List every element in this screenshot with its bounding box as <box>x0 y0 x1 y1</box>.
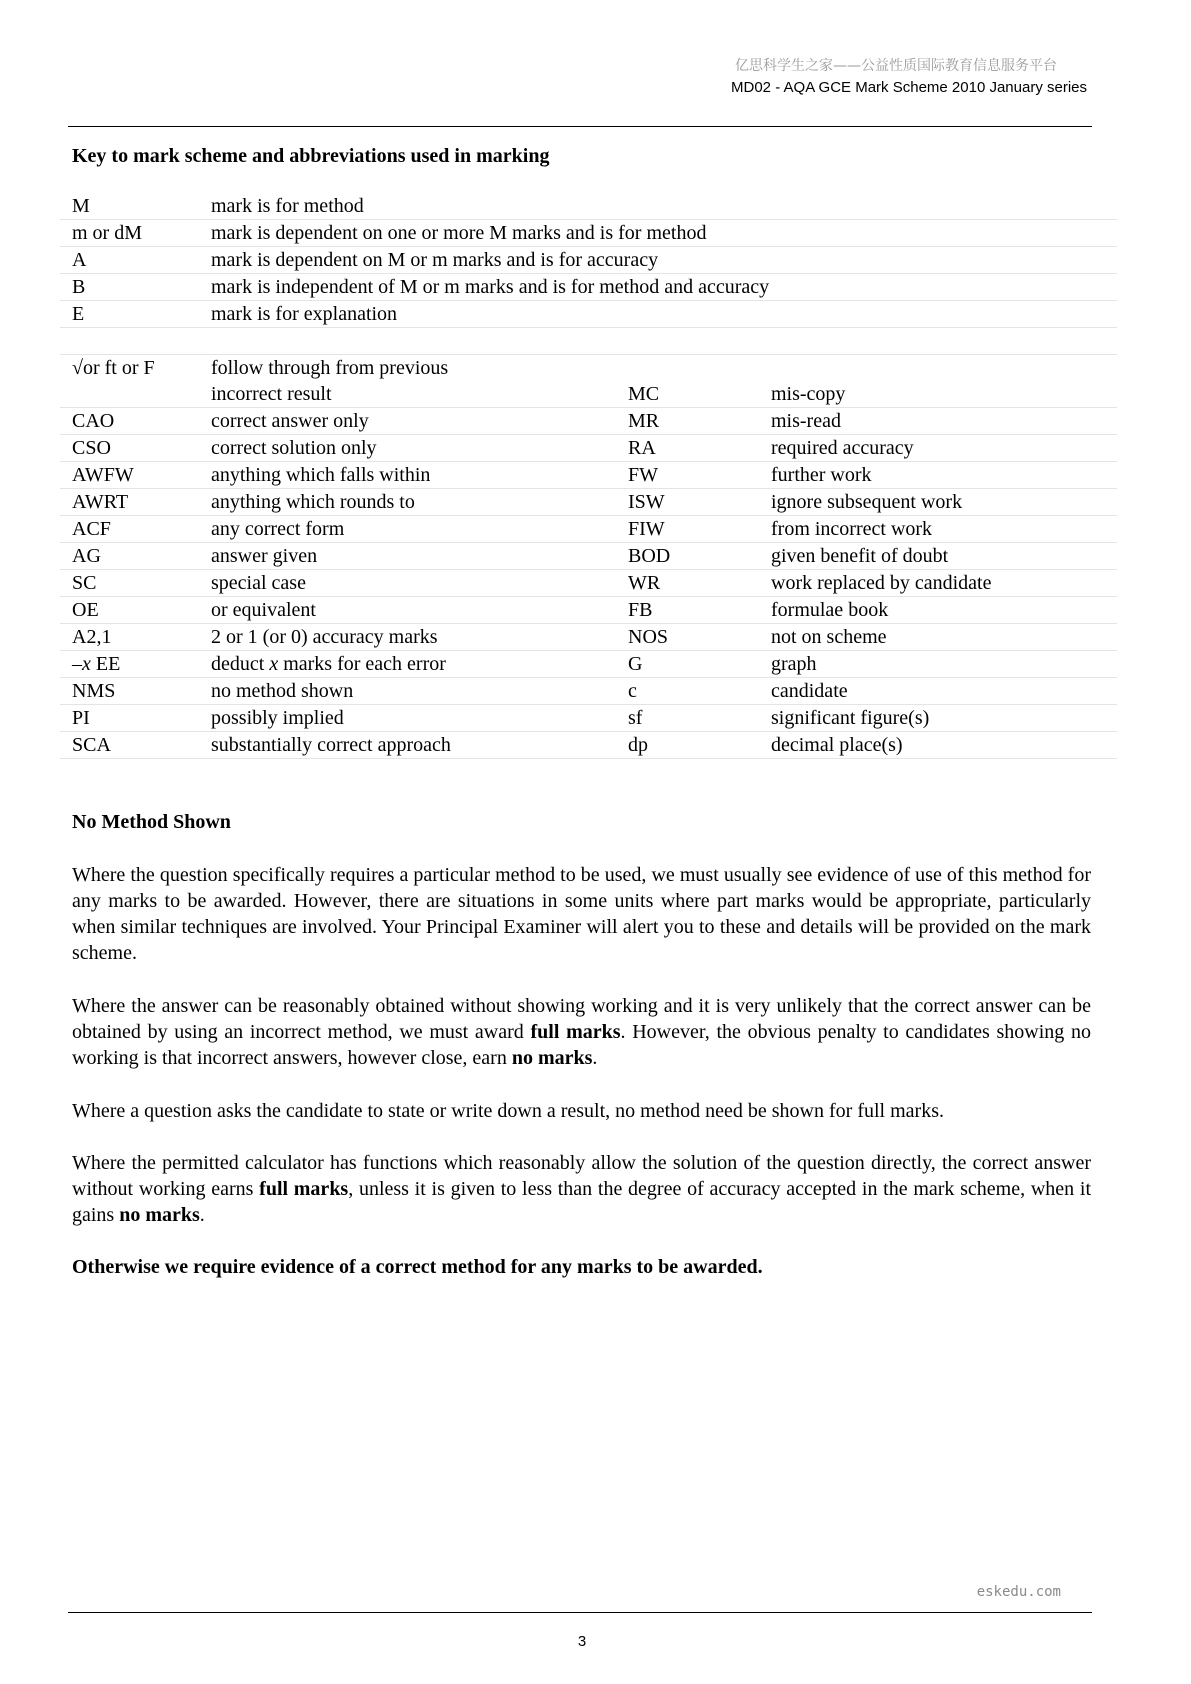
meaning-cell: anything which rounds to <box>199 489 616 516</box>
bold-text: no marks <box>511 1047 593 1069</box>
text-span: marks for each error <box>278 653 446 675</box>
text-span: Where the answer can be reasonably obtained without showing working and it is very unlikely that the correct answer can be obtained by using an incorrect method, we must award <box>72 995 1091 1043</box>
table-row <box>60 435 1117 462</box>
abbr-cell: m or dM <box>60 220 199 247</box>
abbr-cell: PI <box>60 705 199 732</box>
meaning-cell: further work <box>759 462 1117 489</box>
meaning-cell: mark is for explanation <box>199 301 1117 328</box>
abbr-cell: NOS <box>616 624 759 651</box>
paragraph-5: Otherwise we require evidence of a correct method for any marks to be awarded. <box>72 1256 763 1278</box>
text-span: . However, the obvious penalty to candidates showing no working is that incorrect answers, however close, earn <box>72 1021 1092 1069</box>
meaning-cell: or equivalent <box>199 597 616 624</box>
footer-rule <box>68 1612 1092 1613</box>
text-span: Where the permitted calculator has functions which reasonably allow the solution of the question directly, the correct answer without working earns <box>72 1152 1091 1200</box>
meaning-cell: graph <box>759 651 1117 678</box>
abbr-cell: FIW <box>616 516 759 543</box>
table-row <box>60 624 1117 651</box>
text-span: – <box>72 653 82 675</box>
page-number: 3 <box>577 1633 587 1650</box>
text-span: , unless it is given to less than the degree of accuracy accepted in the mark scheme, when it gains <box>72 1178 1091 1226</box>
table-row <box>60 220 1117 247</box>
italic-variable: x <box>82 653 91 675</box>
meaning-cell: candidate <box>759 678 1117 705</box>
table-row <box>60 543 1117 570</box>
abbr-cell: E <box>60 301 199 328</box>
meaning-cell: given benefit of doubt <box>759 543 1117 570</box>
meaning-cell: ignore subsequent work <box>759 489 1117 516</box>
meaning-cell: follow through from previous <box>211 357 449 379</box>
abbr-cell: NMS <box>60 678 199 705</box>
abbr-cell: M <box>60 193 199 220</box>
abbr-cell: dp <box>616 732 759 759</box>
table-row <box>60 355 1117 382</box>
table-row <box>60 597 1117 624</box>
meaning-cell: any correct form <box>199 516 616 543</box>
abbr-cell: MC <box>616 381 759 408</box>
table-row <box>60 516 1117 543</box>
meaning-cell: anything which falls within <box>199 462 616 489</box>
table-row <box>60 570 1117 597</box>
meaning-cell: answer given <box>199 543 616 570</box>
table-row <box>60 705 1117 732</box>
text-span: . <box>199 1204 205 1226</box>
meaning-cell: special case <box>199 570 616 597</box>
abbr-cell: A2,1 <box>60 624 199 651</box>
meaning-cell: correct solution only <box>199 435 616 462</box>
paragraph-3: Where a question asks the candidate to state or write down a result, no method need be shown for full marks. <box>72 1100 944 1122</box>
meaning-cell: mis-read <box>759 408 1117 435</box>
table-row <box>60 489 1117 516</box>
abbr-cell <box>60 651 199 678</box>
header-rule <box>68 126 1092 127</box>
abbr-cell: SC <box>60 570 199 597</box>
abbr-cell: c <box>616 678 759 705</box>
abbr-cell: FB <box>616 597 759 624</box>
meaning-cell: mark is for method <box>199 193 1117 220</box>
bold-text: full marks <box>259 1178 349 1200</box>
table-row <box>60 408 1117 435</box>
meaning-cell: not on scheme <box>759 624 1117 651</box>
table-row <box>60 301 1117 328</box>
meaning-cell: possibly implied <box>199 705 616 732</box>
italic-variable: x <box>269 653 279 675</box>
meaning-cell <box>199 651 616 678</box>
abbr-cell: FW <box>616 462 759 489</box>
table-row <box>60 678 1117 705</box>
meaning-cell: 2 or 1 (or 0) accuracy marks <box>199 624 616 651</box>
meaning-cell: mark is dependent on one or more M marks and is for method <box>199 220 1117 247</box>
abbr-cell: ACF <box>60 516 199 543</box>
meaning-cell: substantially correct approach <box>199 732 616 759</box>
meaning-cell: incorrect result <box>199 381 616 408</box>
footer-site: eskedu.com <box>976 1584 1061 1600</box>
abbr-cell: WR <box>616 570 759 597</box>
bold-text: full marks <box>530 1021 621 1043</box>
meaning-cell: significant figure(s) <box>759 705 1117 732</box>
abbr-cell: √or ft or F <box>72 357 155 379</box>
meaning-cell: required accuracy <box>759 435 1117 462</box>
meaning-cell: no method shown <box>199 678 616 705</box>
abbr-cell: CAO <box>60 408 199 435</box>
abbr-cell: G <box>616 651 759 678</box>
no-method-shown-title: No Method Shown <box>72 811 231 833</box>
meaning-cell: mark is independent of M or m marks and is for method and accuracy <box>199 274 1117 301</box>
abbr-cell: OE <box>60 597 199 624</box>
meaning-cell: correct answer only <box>199 408 616 435</box>
table-row <box>60 732 1117 759</box>
abbr-cell: MR <box>616 408 759 435</box>
text-span: deduct <box>211 653 270 675</box>
abbr-cell: sf <box>616 705 759 732</box>
meaning-cell: mis-copy <box>759 381 1117 408</box>
header-site-name: 亿思科学生之家——公益性质国际教育信息服务平台 <box>735 58 1057 74</box>
table-row <box>60 462 1117 489</box>
meaning-cell: work replaced by candidate <box>759 570 1117 597</box>
table-row <box>60 247 1117 274</box>
table-row <box>60 651 1117 678</box>
abbr-cell: A <box>60 247 199 274</box>
abbreviations-table <box>60 193 1117 759</box>
table-row <box>60 193 1117 220</box>
paragraph-2 <box>72 993 1091 1071</box>
abbr-cell: RA <box>616 435 759 462</box>
abbr-cell: BOD <box>616 543 759 570</box>
meaning-cell: from incorrect work <box>759 516 1117 543</box>
key-section-title: Key to mark scheme and abbreviations used in marking <box>72 145 550 167</box>
abbr-cell: AWRT <box>60 489 199 516</box>
table-row <box>60 274 1117 301</box>
header-document-title: MD02 - AQA GCE Mark Scheme 2010 January series <box>731 79 1087 96</box>
meaning-cell: formulae book <box>759 597 1117 624</box>
abbr-cell: B <box>60 274 199 301</box>
text-span: EE <box>90 653 121 675</box>
abbr-cell: ISW <box>616 489 759 516</box>
text-span: . <box>592 1047 598 1069</box>
paragraph-1: Where the question specifically requires a particular method to be used, we must usually see evidence of use of this method for any marks to be awarded. However, there are situations in some units where part marks would be appropriate, particularly when similar techniques are involved. Your Principal Examiner will alert you to these and details will be provided on the mark scheme. <box>72 864 1091 964</box>
abbr-cell: SCA <box>60 732 199 759</box>
table-row <box>60 381 1117 408</box>
paragraph-4 <box>72 1150 1091 1228</box>
meaning-cell: decimal place(s) <box>759 732 1117 759</box>
meaning-cell: mark is dependent on M or m marks and is for accuracy <box>199 247 1117 274</box>
abbr-cell: AG <box>60 543 199 570</box>
abbr-cell: AWFW <box>60 462 199 489</box>
abbr-cell: CSO <box>60 435 199 462</box>
bold-text: no marks <box>119 1204 200 1226</box>
table-spacer-row <box>60 328 1117 355</box>
